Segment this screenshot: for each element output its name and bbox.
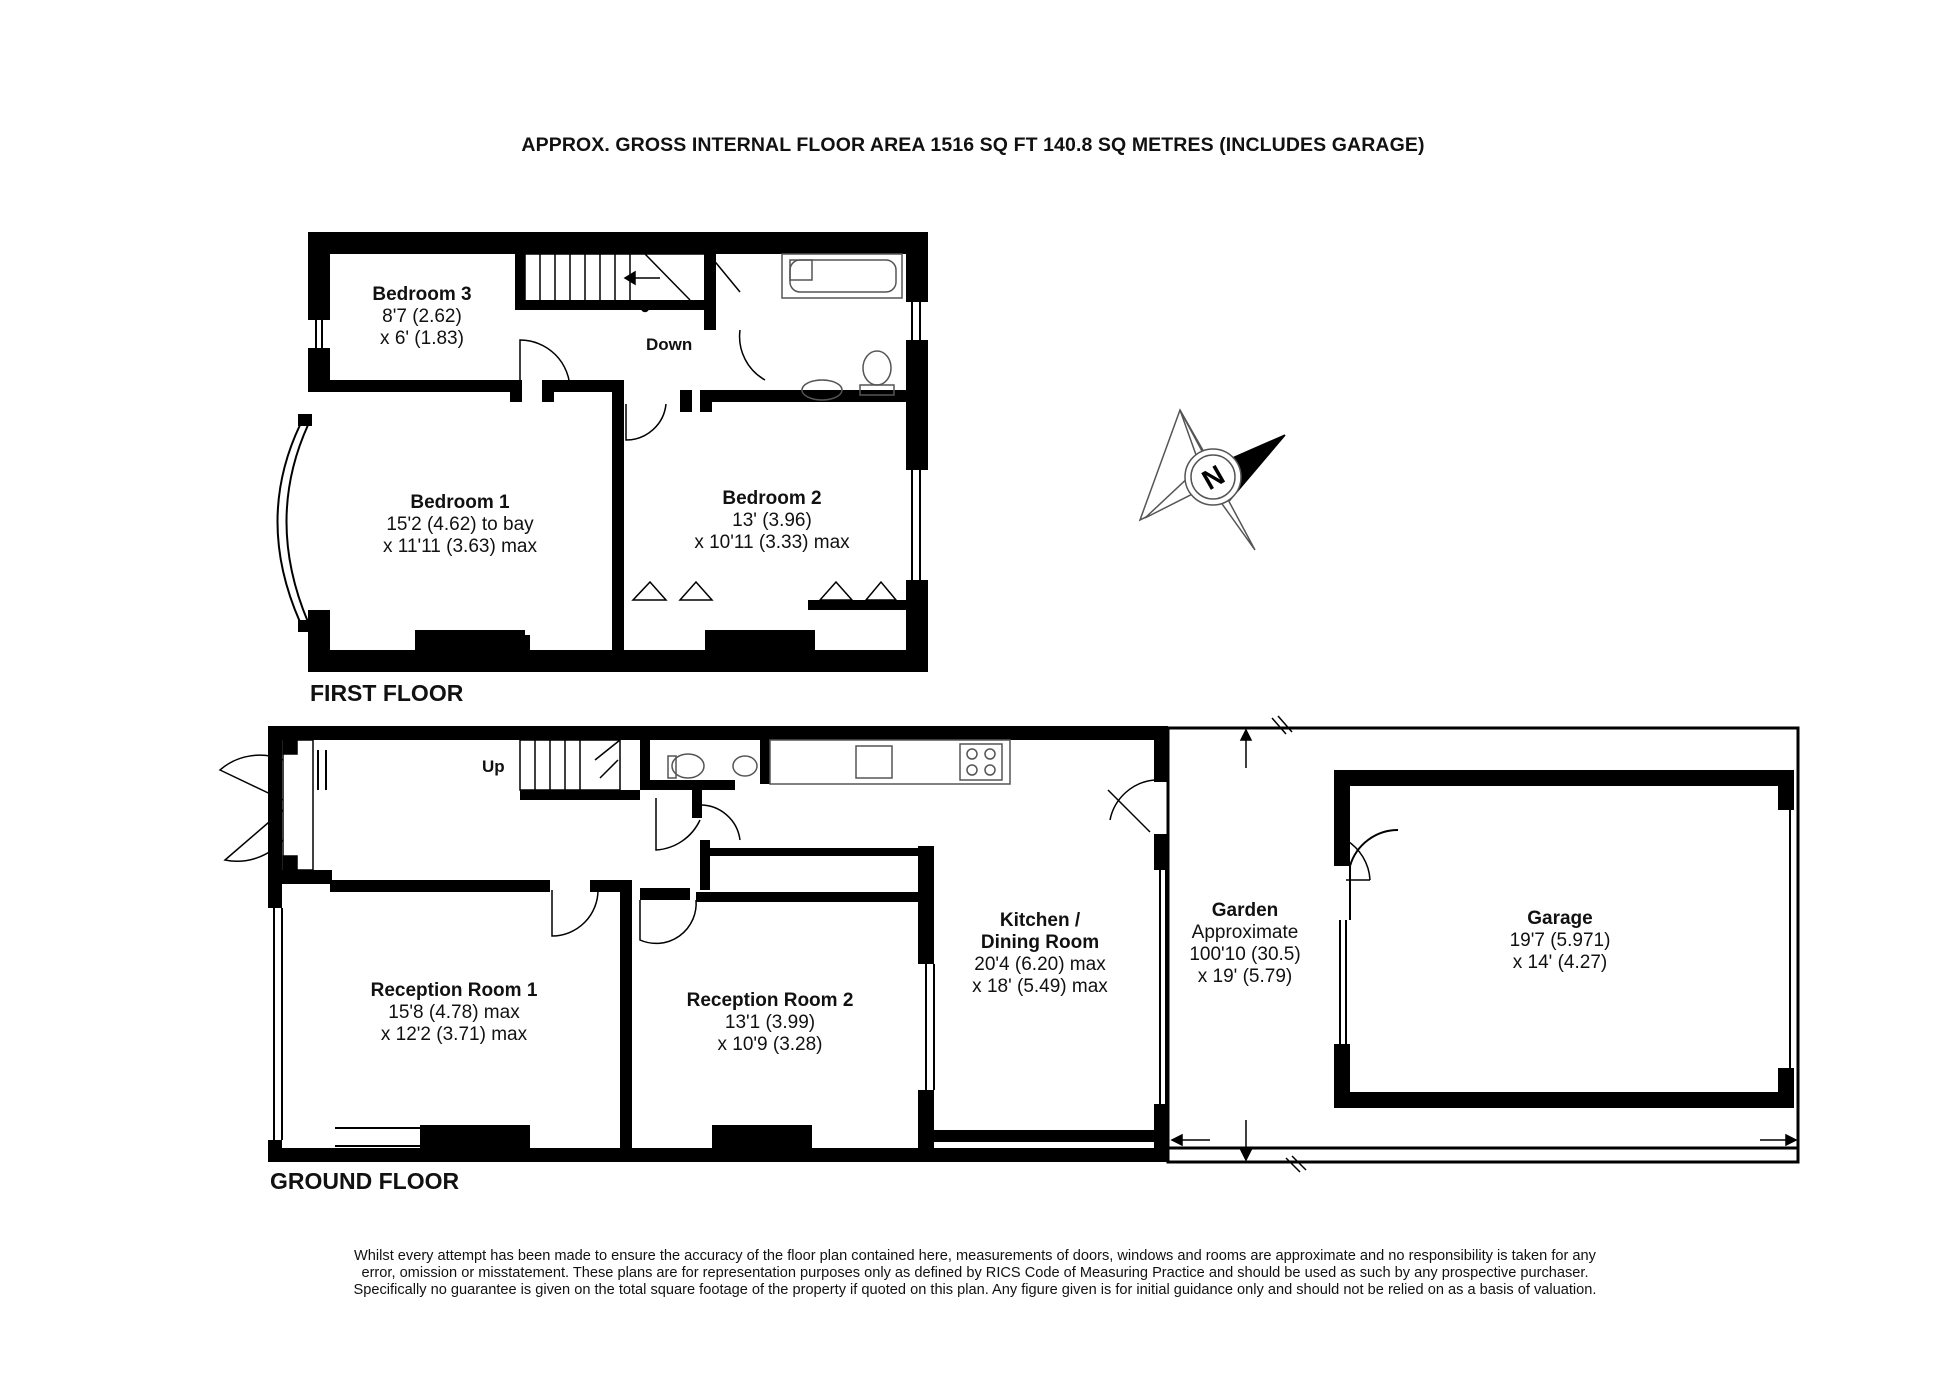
room-name: Garden bbox=[1211, 900, 1279, 921]
bathroom-fixtures bbox=[782, 254, 902, 400]
room-dimension: x 10'9 (3.28) bbox=[717, 1034, 823, 1055]
floor-area-title: APPROX. GROSS INTERNAL FLOOR AREA 1516 SQ FT 140.8 SQ METRES (INCLUDES GARAGE) bbox=[521, 134, 1425, 156]
room-dimension: x 10'11 (3.33) max bbox=[694, 532, 850, 553]
room-dimension: x 18' (5.49) max bbox=[972, 976, 1108, 997]
first-floor-label: FIRST FLOOR bbox=[310, 680, 464, 706]
bay-window bbox=[278, 425, 309, 622]
room-name: Reception Room 1 bbox=[370, 980, 538, 1001]
stairs-up-label: Up bbox=[482, 757, 505, 776]
room-note: Approximate bbox=[1191, 922, 1299, 943]
room-dimension: 100'10 (30.5) bbox=[1189, 944, 1301, 965]
room-dimension: x 14' (4.27) bbox=[1512, 952, 1608, 973]
compass-label: N bbox=[1196, 458, 1230, 496]
room-dimension: 15'2 (4.62) to bay bbox=[386, 514, 534, 535]
room-dimension: 15'8 (4.78) max bbox=[388, 1002, 520, 1023]
disclaimer-line: error, omission or misstatement. These plans are for representation purposes only as defined by RICS Code of Measuring Practice and should be used as such by any prospective purchaser. bbox=[361, 1265, 1589, 1281]
disclaimer-line: Whilst every attempt has been made to ensure the accuracy of the floor plan contained here, measurements of doors, windows and rooms are approximate and no responsibility is taken for any bbox=[354, 1248, 1596, 1264]
room-dimension: x 6' (1.83) bbox=[380, 328, 464, 349]
ground-floor-chimney bbox=[420, 1125, 812, 1150]
room-dimension: 19'7 (5.971) bbox=[1509, 930, 1611, 951]
room-name: Kitchen / bbox=[999, 910, 1081, 931]
room-dimension: 8'7 (2.62) bbox=[382, 306, 462, 327]
disclaimer-text bbox=[250, 1248, 1700, 1299]
room-reception-1 bbox=[371, 980, 538, 1046]
stairs-down-label: Down bbox=[646, 335, 693, 354]
ground-floor-wc bbox=[668, 754, 757, 778]
room-reception-2 bbox=[687, 990, 854, 1056]
room-bedroom-3 bbox=[372, 284, 471, 350]
room-dimension: x 11'11 (3.63) max bbox=[383, 536, 537, 557]
room-name-line-2: Dining Room bbox=[980, 932, 1100, 953]
disclaimer-line: Specifically no guarantee is given on the total square footage of the property if quoted on this plan. Any figure given is for initial guidance only and should not be relied on as a basis of valuation. bbox=[353, 1282, 1597, 1298]
room-name: Bedroom 1 bbox=[410, 492, 510, 513]
room-bedroom-2 bbox=[694, 488, 849, 554]
room-dimension: 13' (3.96) bbox=[732, 510, 812, 531]
kitchen-units bbox=[770, 740, 1010, 784]
room-bedroom-1 bbox=[383, 492, 537, 558]
room-dimension: x 12'2 (3.71) max bbox=[380, 1024, 528, 1045]
room-dimension: 20'4 (6.20) max bbox=[974, 954, 1106, 975]
room-garden bbox=[1189, 900, 1300, 988]
room-name: Garage bbox=[1527, 908, 1593, 929]
room-name: Bedroom 2 bbox=[722, 488, 822, 509]
room-dimension: 13'1 (3.99) bbox=[724, 1012, 816, 1033]
room-name: Bedroom 3 bbox=[372, 284, 472, 305]
room-kitchen-dining bbox=[972, 910, 1108, 998]
room-garage bbox=[1510, 908, 1611, 974]
ground-floor-label: GROUND FLOOR bbox=[270, 1168, 460, 1194]
ground-floor-stairs bbox=[520, 740, 620, 790]
room-name: Reception Room 2 bbox=[686, 990, 854, 1011]
room-dimension: x 19' (5.79) bbox=[1197, 966, 1293, 987]
front-door bbox=[220, 740, 313, 870]
